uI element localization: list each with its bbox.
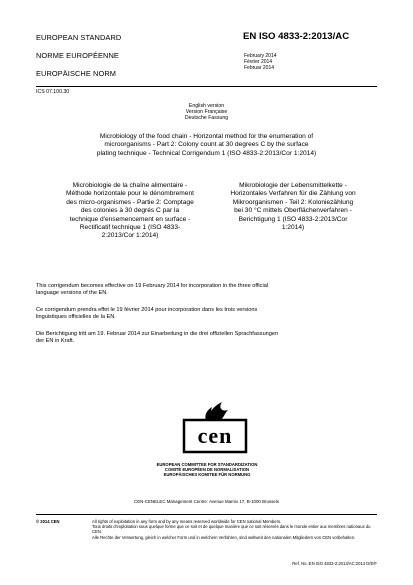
title-en-line: Microbiology of the food chain - Horizontal method for the enumeration of xyxy=(99,133,314,140)
title-french xyxy=(58,182,202,241)
effective-notice-fr xyxy=(36,307,381,321)
org-name-line: EUROPÄISCHES KOMITEE FÜR NORMUNG xyxy=(163,472,251,477)
document-id: EN ISO 4833-2:2013/AC xyxy=(243,31,350,42)
effective-notice-en xyxy=(36,283,381,297)
ics-code: ICS 07.100.30 xyxy=(36,89,70,95)
title-fr-line: des colonies à 30 degrés C par la xyxy=(80,207,180,215)
cen-logo-text: cen xyxy=(197,423,233,448)
date-en: February 2014 xyxy=(244,53,277,59)
title-german xyxy=(218,182,368,232)
notice-line: Die Berichtigung tritt am 19. Februar 2014 zur Einarbeitung in die drei offiziellen Sprachfassungen xyxy=(36,331,279,337)
version-en: English version xyxy=(188,103,225,109)
date-fr: Février 2014 xyxy=(244,59,273,65)
org-name-line: EUROPEAN COMMITTEE FOR STANDARDIZATION xyxy=(156,462,258,467)
title-fr-line: 2:2013/Cor 1:2014) xyxy=(101,232,159,240)
copyright: © 2014 CEN xyxy=(36,519,60,524)
reference-number: Ref. No.:EN ISO 4833-2:2013/AC:2014 D/E/F xyxy=(292,561,377,566)
version-fr: Version Française xyxy=(185,109,228,115)
rights-notice xyxy=(92,519,374,540)
language-versions xyxy=(36,103,377,121)
management-centre-address: CEN-CENELEC Management Centre: Avenue Marnix 17, B-1000 Brussels xyxy=(134,499,279,504)
publication-dates xyxy=(244,53,277,71)
notice-line: This corrigendum becomes effective on 19 February 2014 for incorporation in the three official xyxy=(36,283,269,289)
footer-divider xyxy=(36,514,377,515)
title-de-line: bei 30 °C mittels Oberflächenverfahren - xyxy=(234,207,352,215)
standard-name-en: EUROPEAN STANDARD xyxy=(36,33,122,42)
cen-logo xyxy=(180,398,250,454)
standard-name-fr: NORME EUROPÉENNE xyxy=(36,51,119,60)
title-de-line: 1:2014) xyxy=(281,224,305,232)
effective-notice-de xyxy=(36,331,381,345)
title-english xyxy=(36,133,377,158)
version-de: Deutsche Fassung xyxy=(184,115,229,121)
title-en-line: microorganisms - Part 2: Colony count at 30 degrees C by the surface xyxy=(104,141,309,149)
title-fr-line: Méthode horizontale pour le dénombrement xyxy=(66,190,194,198)
title-de-line: Mikrobiologie der Lebensmittelkette - xyxy=(239,182,347,189)
notice-line: der EN in Kraft. xyxy=(36,338,75,344)
title-de-line: Berichtigung 1 (ISO 4833-2:2013/Cor xyxy=(238,215,348,223)
cen-organization-names xyxy=(120,462,294,477)
rights-line: Alle Rechte der Verwertung, gleich in welcher Form und in welchem Verfahren, sind weltweit den nationalen Mitgliedern von CEN vorbehalten. xyxy=(92,534,356,540)
title-fr-line: Microbiologie de la chaîne alimentaire - xyxy=(72,182,188,189)
title-fr-line: Rectificatif technique 1 (ISO 4833- xyxy=(79,224,181,232)
title-de-line: Horizontales Verfahren für die Zählung von xyxy=(230,190,356,198)
notice-line: Ce corrigendum prendra effet le 19 février 2014 pour incorporation dans les trois versions xyxy=(36,307,258,313)
title-fr-line: des micro-organismes - Partie 2: Comptage xyxy=(66,198,194,206)
rights-line: All rights of exploitation in any form and by any means reserved worldwide for CEN national Members. xyxy=(92,519,282,524)
date-de: Februar 2014 xyxy=(244,65,275,71)
standard-name-de: EUROPÄISCHE NORM xyxy=(36,69,117,78)
header-divider xyxy=(36,86,377,87)
rights-line: Tous droits d'exploitation sous quelque forme que ce soit et de quelque manière que ce soit réservés dans le monde entier aux membres nationaux du CEN. xyxy=(92,524,371,535)
org-name-line: COMITÉ EUROPÉEN DE NORMALISATION xyxy=(164,467,250,472)
title-en-line: plating technique - Technical Corrigendum 1 (ISO 4833-2:2013/Cor 1:2014) xyxy=(96,149,317,157)
notice-line: language versions of the EN. xyxy=(36,290,108,296)
title-fr-line: technique d'ensemencement en surface - xyxy=(69,215,191,223)
notice-line: linguistiques officielles de la EN. xyxy=(36,314,116,320)
title-de-line: Mikroorganismen - Teil 2: Koloniezählung xyxy=(232,198,354,206)
